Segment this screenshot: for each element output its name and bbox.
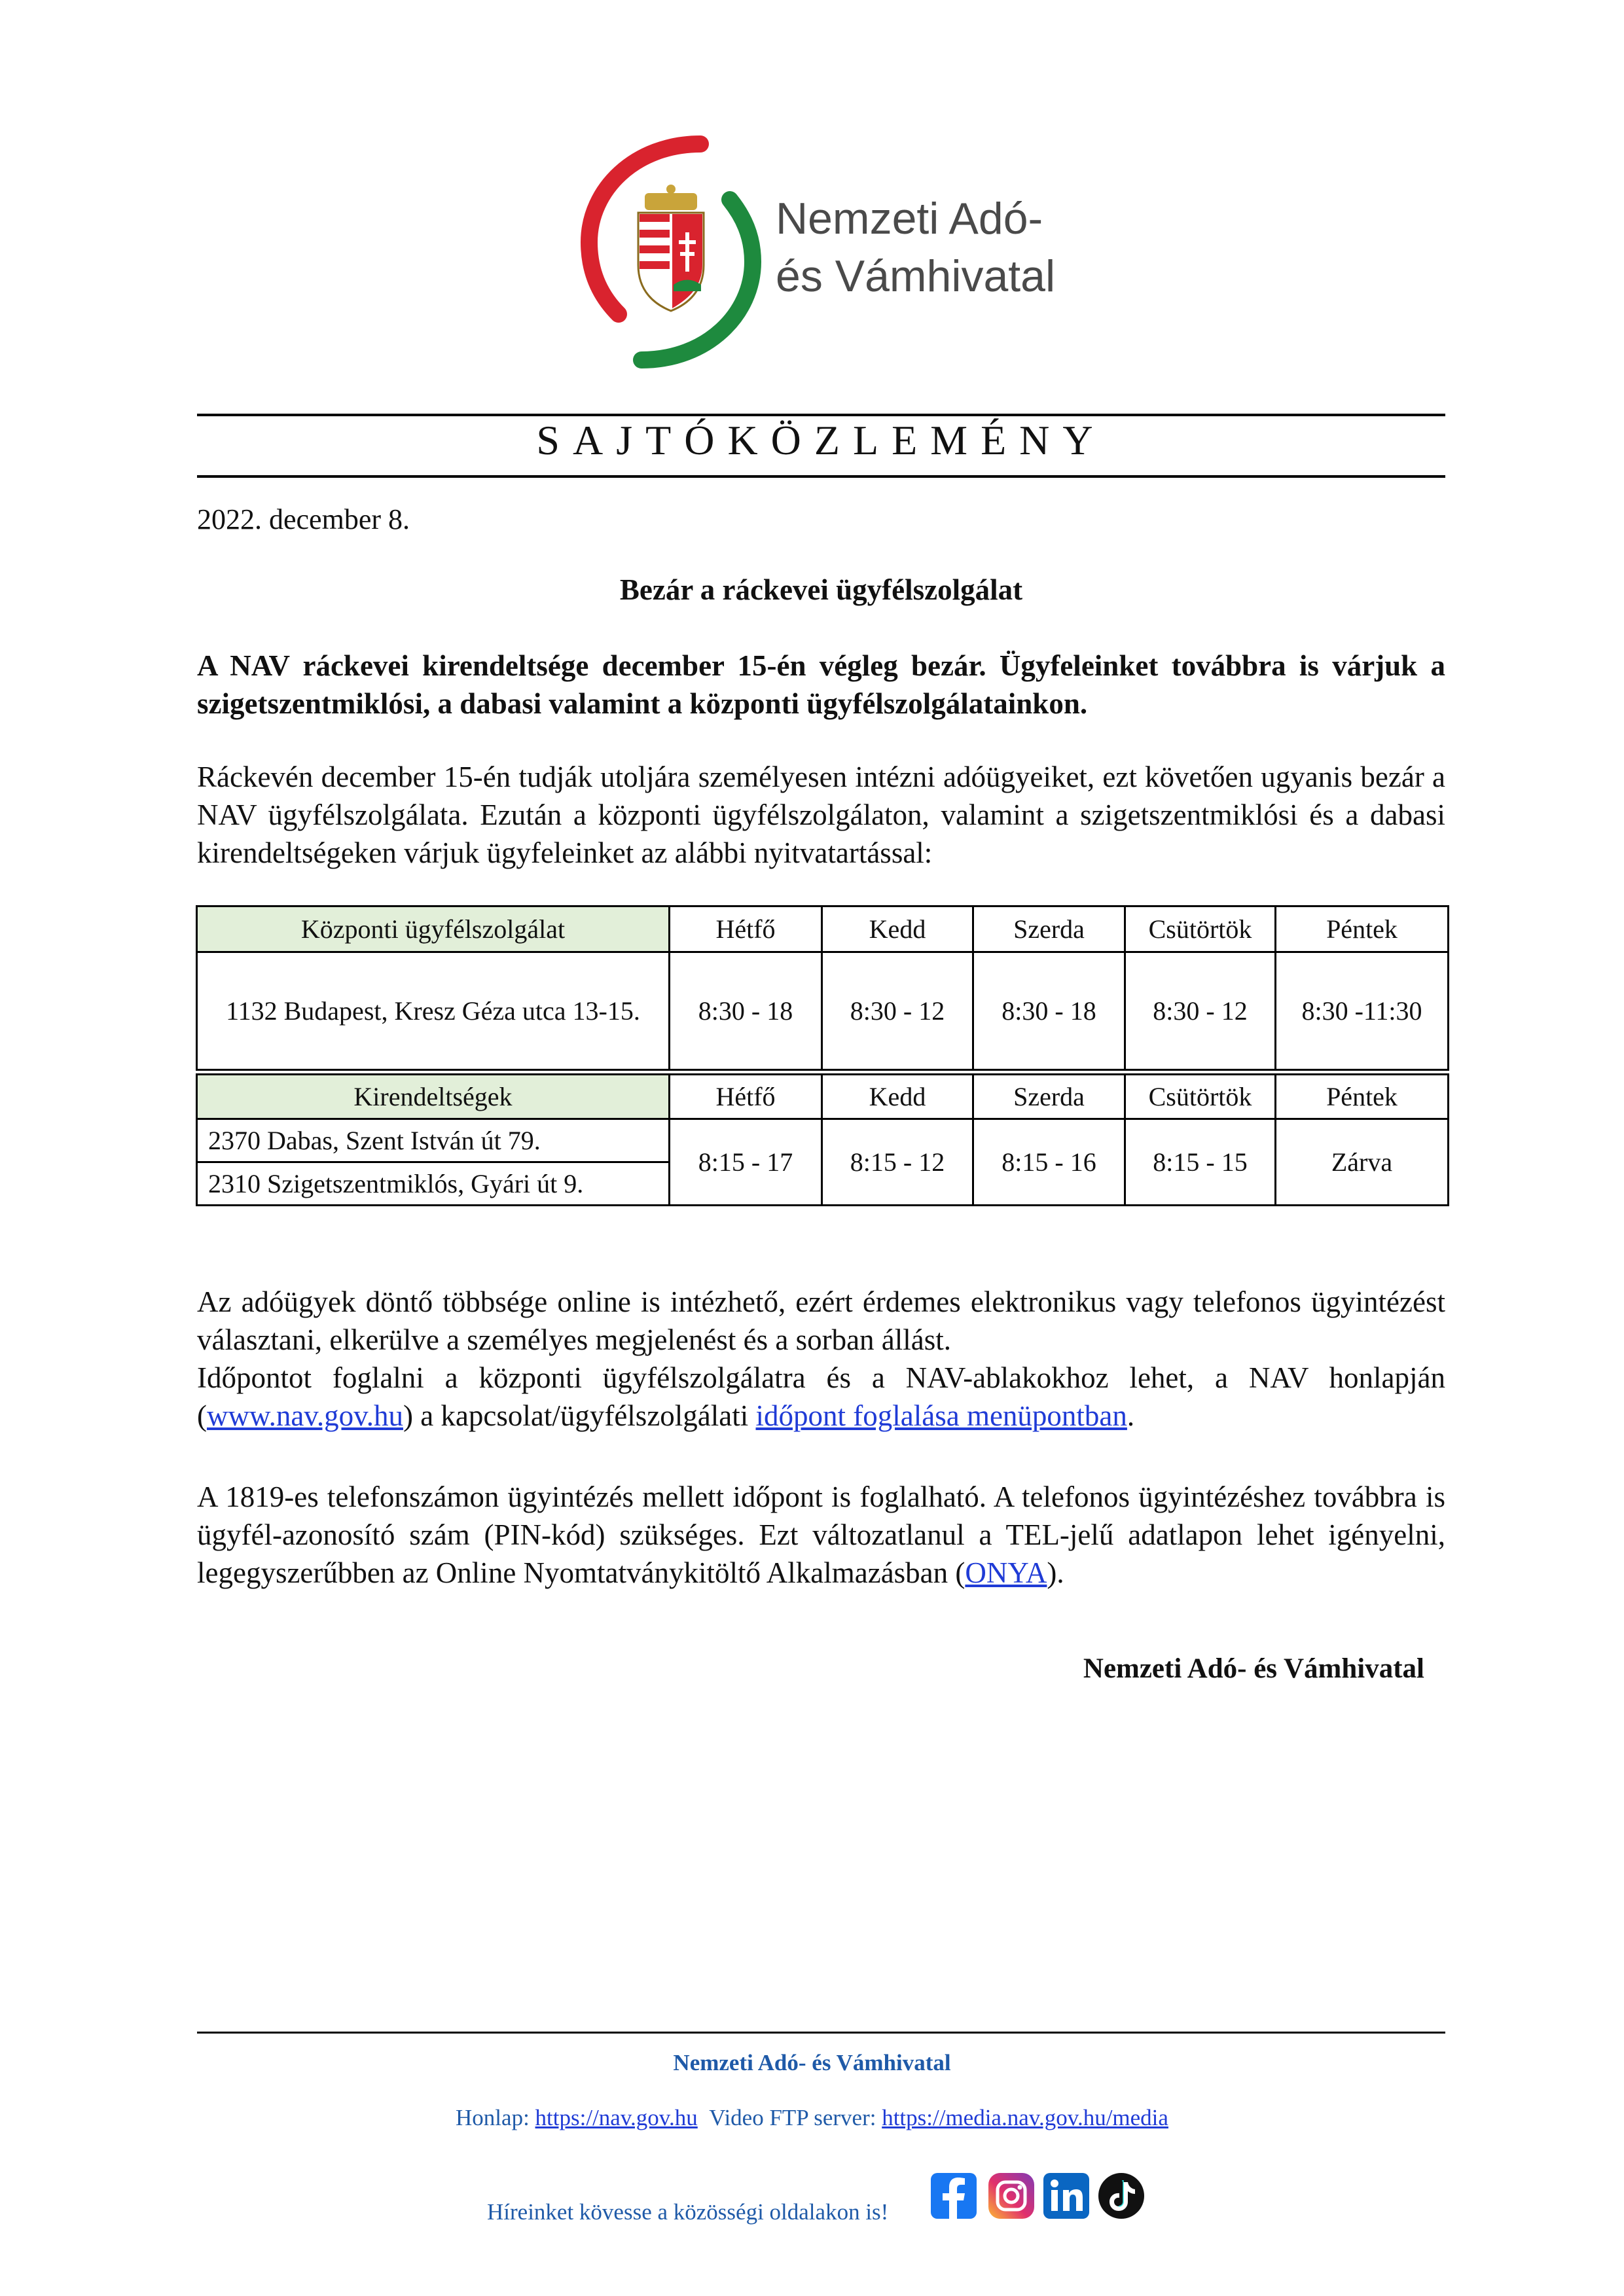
day-tuesday: Kedd bbox=[822, 906, 973, 952]
ftp-label: Video FTP server: bbox=[709, 2105, 882, 2130]
title-bottom-rule bbox=[197, 475, 1445, 478]
phone-info-text: A 1819-es telefonszámon ügyintézés mellett időpont is foglalható. A telefonos ügyintézéshez továbbra is ügyfél-azonosító szám (PIN-kód) szükséges. Ezt változatlanul a TEL-jelű adatlapon lehet igényelni, legegyszerűbben az Online Nyomtatványkitöltő Alkalmazásban ( bbox=[197, 1480, 1445, 1589]
branch-address-dabas: 2370 Dabas, Szent István út 79. bbox=[197, 1119, 670, 1162]
day-thursday: Csütörtök bbox=[1125, 1075, 1276, 1119]
central-address: 1132 Budapest, Kresz Géza utca 13-15. bbox=[197, 952, 670, 1070]
day-wednesday: Szerda bbox=[973, 906, 1125, 952]
press-date: 2022. december 8. bbox=[197, 503, 410, 535]
page-title: SAJTÓKÖZLEMÉNY bbox=[536, 417, 1106, 463]
day-wednesday: Szerda bbox=[973, 1075, 1125, 1119]
central-hours-wednesday: 8:30 - 18 bbox=[973, 952, 1125, 1070]
online-info-text: Az adóügyek döntő többsége online is intézhető, ezért érdemes elektronikus vagy telefonos ügyintézést választani, elkerülve a személyes megjelenést és a sorban állást. bbox=[197, 1285, 1445, 1356]
branch-hours-table bbox=[196, 1073, 1449, 1206]
body-paragraph-3 bbox=[197, 1478, 1445, 1592]
branch-hours-tuesday: 8:15 - 12 bbox=[822, 1119, 973, 1206]
footer-rule bbox=[197, 2032, 1445, 2034]
day-tuesday: Kedd bbox=[822, 1075, 973, 1119]
ftp-link[interactable]: https://media.nav.gov.hu/media bbox=[882, 2105, 1168, 2130]
nav-logo bbox=[563, 131, 779, 373]
central-header: Központi ügyfélszolgálat bbox=[197, 906, 670, 952]
central-hours-monday: 8:30 - 18 bbox=[670, 952, 822, 1070]
tiktok-icon[interactable] bbox=[1097, 2172, 1146, 2220]
phone-info-after: ). bbox=[1047, 1556, 1064, 1589]
day-friday: Péntek bbox=[1276, 1075, 1449, 1119]
logo-line-1: Nemzeti Adó- bbox=[776, 194, 1043, 243]
body-paragraph-1: Ráckevén december 15-én tudják utoljára személyesen intézni adóügyeiket, ezt követően ugyanis bezár a NAV ügyfélszolgálata. Ezután a központi ügyfélszolgálaton, valamint a szigetszentmiklósi és a dabasi kirendeltségeken várjuk ügyfeleinket az alábbi nyitvatartással: bbox=[197, 761, 1445, 869]
body-paragraph-2 bbox=[197, 1283, 1445, 1435]
day-monday: Hétfő bbox=[670, 1075, 822, 1119]
lead-paragraph: A NAV ráckevei kirendeltsége december 15-én végleg bezár. Ügyfeleinket továbbra is várjuk a szigetszentmiklósi, a dabasi valamint a központi ügyfélszolgálatainkon. bbox=[197, 649, 1445, 720]
central-hours-thursday: 8:30 - 12 bbox=[1125, 952, 1276, 1070]
follow-text: Híreinket kövesse a közösségi oldalakon is! bbox=[487, 2199, 889, 2225]
central-hours-tuesday: 8:30 - 12 bbox=[822, 952, 973, 1070]
booking-info bbox=[197, 1359, 1445, 1435]
instagram-icon[interactable] bbox=[987, 2172, 1036, 2220]
branch-address-szigetszentmiklos: 2310 Szigetszentmiklós, Gyári út 9. bbox=[197, 1162, 670, 1206]
facebook-icon[interactable] bbox=[929, 2172, 978, 2220]
booking-text-after: . bbox=[1127, 1399, 1135, 1432]
branch-hours-monday: 8:15 - 17 bbox=[670, 1119, 822, 1206]
branches-header: Kirendeltségek bbox=[197, 1075, 670, 1119]
signature: Nemzeti Adó- és Vámhivatal bbox=[1083, 1653, 1424, 1684]
booking-text-mid: ) a kapcsolat/ügyfélszolgálati bbox=[403, 1399, 756, 1432]
day-thursday: Csütörtök bbox=[1125, 906, 1276, 952]
headline: Bezár a ráckevei ügyfélszolgálat bbox=[619, 573, 1023, 606]
logo-text bbox=[776, 190, 1055, 305]
booking-text-before: Időpontot foglalni a központi ügyfélszolgálatra és a NAV-ablakokhoz lehet, a NAV honlapján ( bbox=[197, 1361, 1445, 1432]
footer-links bbox=[0, 2105, 1624, 2131]
branch-hours-wednesday: 8:15 - 16 bbox=[973, 1119, 1125, 1206]
central-hours-friday: 8:30 -11:30 bbox=[1276, 952, 1449, 1070]
homepage-label: Honlap: bbox=[456, 2105, 535, 2130]
footer-title: Nemzeti Adó- és Vámhivatal bbox=[673, 2050, 951, 2075]
booking-menu-link[interactable]: időpont foglalása menüpontban bbox=[755, 1399, 1127, 1432]
branch-hours-friday: Zárva bbox=[1276, 1119, 1449, 1206]
day-friday: Péntek bbox=[1276, 906, 1449, 952]
central-hours-table bbox=[196, 905, 1449, 1071]
linkedin-icon[interactable] bbox=[1042, 2172, 1091, 2220]
homepage-link[interactable]: https://nav.gov.hu bbox=[535, 2105, 698, 2130]
nav-logo-emblem bbox=[563, 131, 779, 373]
branch-hours-thursday: 8:15 - 15 bbox=[1125, 1119, 1276, 1206]
nav-website-link[interactable]: www.nav.gov.hu bbox=[207, 1399, 403, 1432]
logo-line-2: és Vámhivatal bbox=[776, 251, 1056, 301]
day-monday: Hétfő bbox=[670, 906, 822, 952]
onya-link[interactable]: ONYA bbox=[965, 1556, 1047, 1589]
